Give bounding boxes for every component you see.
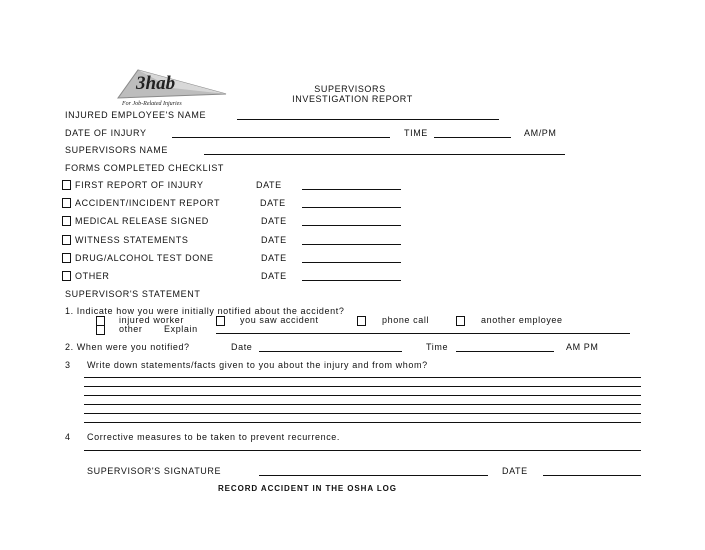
checklist-item-label: FIRST REPORT OF INJURY (75, 180, 204, 190)
checkbox-witness-statements[interactable] (62, 235, 71, 245)
checklist-date-label: DATE (261, 271, 287, 281)
question-1: 1. Indicate how you were initially notified about the accident? (65, 306, 345, 316)
checklist-date-label: DATE (261, 235, 287, 245)
checklist-date-label: DATE (261, 216, 287, 226)
question-4: Corrective measures to be taken to prevent recurrence. (87, 432, 341, 442)
checklist-heading: FORMS COMPLETED CHECKLIST (65, 163, 225, 173)
checklist-date-field[interactable] (302, 189, 401, 190)
question-2: 2. When were you notified? (65, 342, 190, 352)
am-pm-label: AM/PM (524, 128, 557, 138)
injured-employee-field[interactable] (237, 119, 499, 120)
statement-line[interactable] (84, 404, 641, 405)
injured-employee-label: INJURED EMPLOYEE'S NAME (65, 110, 207, 120)
checkbox-accident-report[interactable] (62, 198, 71, 208)
time-label: TIME (404, 128, 428, 138)
checklist-date-field[interactable] (302, 262, 401, 263)
checklist-date-field[interactable] (302, 244, 401, 245)
notified-time-label: Time (426, 342, 449, 352)
explain-field[interactable] (216, 333, 630, 334)
checkbox-saw-accident[interactable] (216, 316, 225, 326)
time-field[interactable] (434, 137, 511, 138)
checklist-date-label: DATE (256, 180, 282, 190)
signature-label: SUPERVISOR'S SIGNATURE (87, 466, 222, 476)
statement-line[interactable] (84, 395, 641, 396)
report-title-line1: SUPERVISORS (314, 84, 386, 94)
checklist-date-field[interactable] (302, 280, 401, 281)
checklist-item-label: MEDICAL RELEASE SIGNED (75, 216, 209, 226)
checklist-item-label: ACCIDENT/INCIDENT REPORT (75, 198, 221, 208)
checkbox-first-report[interactable] (62, 180, 71, 190)
logo-tagline: For Job-Related Injuries (122, 101, 182, 107)
signature-date-field[interactable] (543, 475, 641, 476)
checklist-date-field[interactable] (302, 207, 401, 208)
checklist-item-label: OTHER (75, 271, 110, 281)
report-title-line2: INVESTIGATION REPORT (292, 94, 413, 104)
supervisors-name-field[interactable] (204, 154, 565, 155)
corrective-measures-line[interactable] (84, 450, 641, 451)
statement-line[interactable] (84, 413, 641, 414)
question-3: Write down statements/facts given to you about the injury and from whom? (87, 360, 428, 370)
checkbox-drug-alcohol-test[interactable] (62, 253, 71, 263)
question-4-number: 4 (65, 432, 71, 442)
checkbox-another-employee[interactable] (456, 316, 465, 326)
notified-date-field[interactable] (259, 351, 402, 352)
option-phone-call: phone call (382, 315, 430, 325)
checkbox-other-notification[interactable] (96, 325, 105, 335)
notified-date-label: Date (231, 342, 253, 352)
question-3-number: 3 (65, 360, 71, 370)
osha-log-notice: RECORD ACCIDENT IN THE OSHA LOG (218, 484, 397, 493)
signature-field[interactable] (259, 475, 488, 476)
date-of-injury-label: DATE OF INJURY (65, 128, 147, 138)
checklist-date-label: DATE (260, 198, 286, 208)
checkbox-other[interactable] (62, 271, 71, 281)
checkbox-phone-call[interactable] (357, 316, 366, 326)
signature-date-label: DATE (502, 466, 528, 476)
checkbox-medical-release[interactable] (62, 216, 71, 226)
notified-am-pm-label: AM PM (566, 342, 599, 352)
checklist-date-label: DATE (261, 253, 287, 263)
checklist-date-field[interactable] (302, 225, 401, 226)
explain-label: Explain (164, 324, 198, 334)
option-other: other (119, 324, 143, 334)
supervisors-name-label: SUPERVISORS NAME (65, 145, 168, 155)
option-another-employee: another employee (481, 315, 563, 325)
notified-time-field[interactable] (456, 351, 554, 352)
statement-heading: SUPERVISOR'S STATEMENT (65, 289, 201, 299)
checklist-item-label: DRUG/ALCOHOL TEST DONE (75, 253, 214, 263)
checklist-item-label: WITNESS STATEMENTS (75, 235, 189, 245)
triangle-brand-logo (108, 68, 228, 108)
statement-line[interactable] (84, 377, 641, 378)
option-injured-worker: injured worker (119, 315, 184, 325)
logo-brand-text: 3hab (136, 73, 176, 94)
statement-line[interactable] (84, 386, 641, 387)
date-of-injury-field[interactable] (172, 137, 390, 138)
option-saw-accident: you saw accident (240, 315, 319, 325)
statement-line[interactable] (84, 422, 641, 423)
